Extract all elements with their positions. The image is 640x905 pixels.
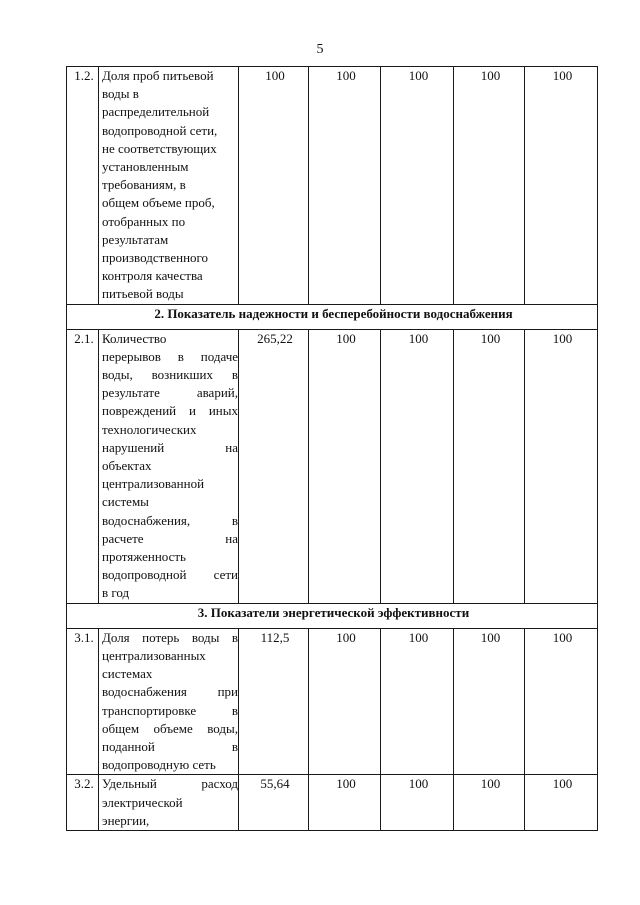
- value-cell: 55,64: [239, 775, 309, 831]
- section-row: [67, 304, 598, 329]
- value-cell: 100: [381, 67, 454, 305]
- label-line: результате аварий,: [102, 385, 238, 401]
- label-line: общем объеме воды,: [102, 720, 238, 736]
- label-line: воды, возникших в: [102, 367, 238, 383]
- table-row: [67, 775, 598, 831]
- value-cell: 100: [309, 775, 381, 831]
- label-line: централизованных: [102, 647, 206, 663]
- label-line: перерывов в подаче: [102, 348, 238, 364]
- row-number: 2.1.: [67, 329, 99, 603]
- indicator-label: [99, 628, 239, 775]
- label-line: водопроводной сети,: [102, 122, 218, 138]
- value-cell: 100: [381, 775, 454, 831]
- section-title: 2. Показатель надежности и бесперебойности водоснабжения: [67, 304, 598, 329]
- label-line: результатам: [102, 231, 169, 247]
- row-number: 1.2.: [67, 67, 99, 305]
- value-cell: 100: [309, 329, 381, 603]
- label-line: повреждений и иных: [102, 403, 238, 419]
- section-row: [67, 603, 598, 628]
- value-cell: 100: [309, 628, 381, 775]
- label-line: не соответствующих: [102, 140, 217, 156]
- label-line: общем объеме проб,: [102, 195, 215, 211]
- label-line: установленным: [102, 159, 189, 175]
- label-line: Удельный расход: [102, 776, 238, 792]
- label-line: системы: [102, 494, 149, 510]
- label-line: контроля качества: [102, 268, 203, 284]
- indicator-label: [99, 329, 239, 603]
- value-cell: 265,22: [239, 329, 309, 603]
- label-line: технологических: [102, 421, 197, 437]
- label-line: требованиям, в: [102, 177, 186, 193]
- label-line: протяженность: [102, 549, 186, 565]
- label-line: поданной в: [102, 738, 238, 754]
- value-cell: 100: [454, 67, 525, 305]
- label-line: отобранных по: [102, 213, 186, 229]
- label-line: нарушений на: [102, 439, 238, 455]
- value-cell: 100: [309, 67, 381, 305]
- page-number: 5: [316, 42, 324, 57]
- label-line: Доля проб питьевой: [102, 68, 214, 83]
- label-line: централизованной: [102, 476, 205, 492]
- label-line: объектах: [102, 458, 152, 474]
- value-cell: 100: [381, 329, 454, 603]
- label-line: в год: [102, 585, 130, 601]
- label-line: водопроводную сеть: [102, 757, 216, 773]
- label-line: производственного: [102, 250, 209, 266]
- label-line: Количество: [102, 330, 167, 346]
- value-cell: 100: [381, 628, 454, 775]
- label-line: системах: [102, 666, 153, 682]
- label-line: питьевой воды: [102, 286, 184, 302]
- value-cell: 100: [454, 628, 525, 775]
- label-line: Доля потерь воды в: [102, 629, 238, 645]
- table-row: [67, 329, 598, 603]
- table-row: [67, 628, 598, 775]
- value-cell: 100: [525, 67, 598, 305]
- label-line: энергии,: [102, 812, 150, 828]
- label-line: водоснабжения при: [102, 684, 238, 700]
- label-line: водопроводной сети: [102, 567, 238, 583]
- label-line: электрической: [102, 794, 183, 810]
- label-line: воды в: [102, 86, 139, 102]
- label-line: расчете на: [102, 530, 238, 546]
- value-cell: 112,5: [239, 628, 309, 775]
- section-title: 3. Показатели энергетической эффективности: [67, 603, 598, 628]
- value-cell: 100: [454, 775, 525, 831]
- value-cell: 100: [525, 775, 598, 831]
- value-cell: 100: [239, 67, 309, 305]
- indicator-label: [99, 67, 239, 305]
- label-line: распределительной: [102, 104, 210, 120]
- indicators-table: [66, 66, 598, 831]
- row-number: 3.2.: [67, 775, 99, 831]
- value-cell: 100: [525, 329, 598, 603]
- indicator-label: [99, 775, 239, 831]
- label-line: водоснабжения, в: [102, 512, 238, 528]
- value-cell: 100: [454, 329, 525, 603]
- value-cell: 100: [525, 628, 598, 775]
- label-line: транспортировке в: [102, 702, 238, 718]
- table-row: [67, 67, 598, 305]
- row-number: 3.1.: [67, 628, 99, 775]
